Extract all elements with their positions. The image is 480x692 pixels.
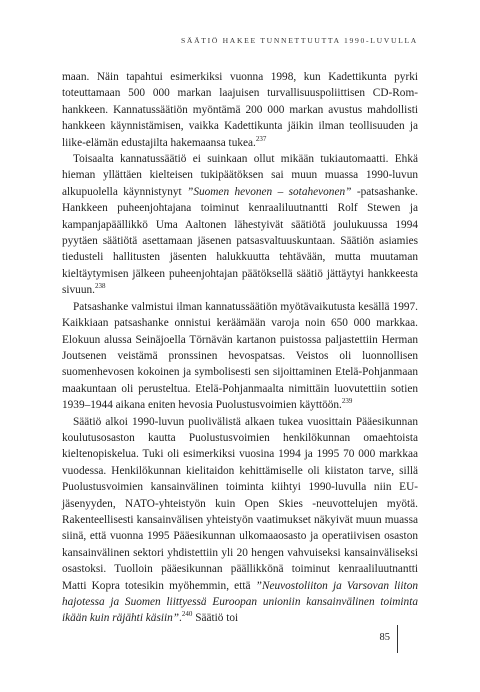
page-number-rule — [397, 625, 398, 653]
paragraph — [62, 414, 418, 627]
text-run: Patsashanke valmistui ilman kannatussäätiön myötävaikutusta kesällä 1997. Kaikkiaan patsashanke onnistui keräämään varoja noin 650 000 markkaa. Elokuun alussa Seinäjoella Törnävän kartanon puistossa paljastettiin Herman Joutsenen veistämä pronssinen hevospatsas. Veistos oli luonnollisen suomenhevosen kokoinen ja symbolisesti sen sijoittaminen Etelä-Pohjanmaan maakuntaan oli perusteltua. Etelä-Pohjanmaalta nimittäin luovutettiin sotien 1939–1944 aikana eniten hevosia Puolustusvoimien käyttöön. — [62, 300, 418, 412]
footnote-marker: 240 — [181, 610, 193, 619]
running-header: SÄÄTIÖ HAKEE TUNNETTUUTTA 1990-LUVULLA — [180, 36, 418, 45]
text-run: -patsashanke. Hankkeen puheenjohtajana toiminut kenraaliluutnantti Rolf Stewen ja kampanjapäällikkö Uma Aaltonen lähestyivät säätiötä joulukuussa 1994 pyytäen säätiötä asettamaan jäsenen patsasvaltuuskuntaan. Säätiön asiamies tiedusteli hallitusten jäsenten halukkuutta tehtävään, mutta muutaman kieltäytymisen jälkeen puheenjohtajan päätöksellä säätiö jättäytyi hankkeesta sivuun. — [62, 185, 418, 297]
italic-quote: ”Neuvostoliiton ja Varsovan liiton hajotessa ja Suomen liittyessä Euroopan unioniin kansainvälinen toiminta ikään kuin räjähti käsiin” — [62, 579, 418, 625]
text-run: maan. Näin tapahtui esimerkiksi vuonna 1998, kun Kadettikunta pyrki toteuttamaan 500 000 markan laajuisen turvallisuuspoliittisen CD-Rom-hankkeen. Kannatussäätiön myöntämä 200 000 markan avustus mahdollisti hankkeen käynnistämisen, vaikka Kadettikunta jäikin ilman teollisuuden ja liike-elämän edustajilta hakemaansa tukea. — [62, 71, 418, 149]
paragraph — [62, 151, 418, 299]
paragraph — [62, 299, 418, 414]
footnote-marker: 239 — [341, 397, 353, 406]
text-run: Säätiö toi — [192, 612, 239, 625]
italic-quote: ”Suomen hevonen – sotahevonen” — [187, 185, 352, 198]
text-run: Säätiö alkoi 1990-luvun puolivälistä alkaen tukea vuosittain Pääesikunnan koulutusosaston kautta Puolustusvoimien henkilökunnan omaehtoista kieltenopiskelua. Tuki oli esimerkiksi vuosina 1994 ja 1995 70 000 markkaa vuodessa. Henkilökunnan kielitaidon kehittämiselle oli kiistaton tarve, sillä Puolustusvoimien kansainvälinen toiminta kiihtyi 1990-luvulla niin EU-jäsenyyden, NATO-yhteistyön kuin Open Skies -neuvottelujen myötä. Rakenteellisesti kansainvälisen yhteistyön vaatimukset näkyivät muun muassa siinä, että vuonna 1995 Pääesikunnan ulkomaaosasto ja operatiivisen osaston kansainvälinen sektori yhdistettiin yli 20 hengen vahvuiseksi kansainväliseksi osastoksi. Tuolloin pääesikunnan päällikkönä toiminut kenraaliluutnantti Matti Kopra totesikin myöhemmin, että — [62, 415, 418, 592]
footnote-marker: 237 — [255, 134, 267, 143]
body-text — [62, 69, 418, 627]
text-run: Toisaalta kannatussäätiö ei suinkaan ollut mikään tukiautomaatti. Ehkä hieman yllättäen kielteisen tukipäätöksen sai muun muassa 1990-luvun alkupuolella käynnistynyt — [62, 153, 418, 198]
paragraph — [62, 69, 418, 151]
footnote-marker: 238 — [94, 282, 106, 291]
page-number: 85 — [379, 632, 390, 643]
text-run: . — [179, 612, 182, 625]
